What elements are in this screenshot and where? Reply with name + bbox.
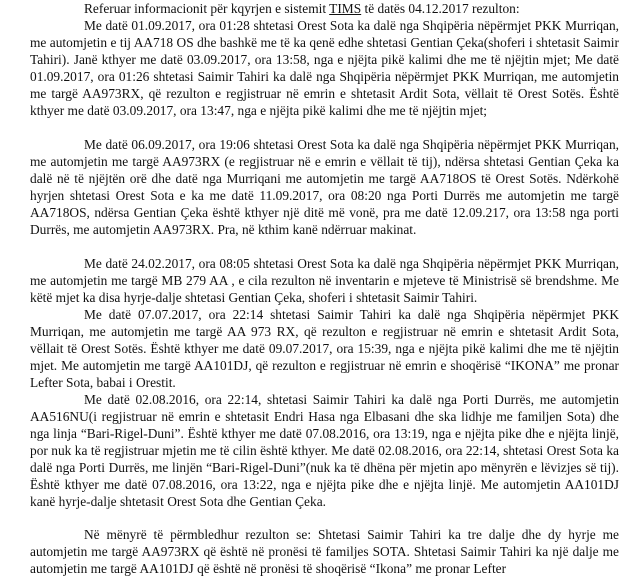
paragraph-4: Me datë 07.07.2017, ora 22:14 shtetasi Saimir Tahiri ka dalë nga Shqipëria nëpërmjet PKK Murriqan, me automjetin me targë AA 973 RX, që rezulton e regjistruar në emrin e shtetasit Ardit Sota, vëllait të Orest Sotës. Është kthyer me datë 09.07.2017, ora 15:39, nga e njëjta pikë kalimi dhe me të njëjtin mjet. Me automjetin me targë AA101DJ, që rezulton e regjistruar në emrin e shoqërisë “IKONA” me pronar Lefter Sota, babai i Orestit.	[30, 307, 619, 390]
paragraph-6: Në mënyrë të përmbledhur rezulton se: Shtetasi Saimir Tahiri ka tre dalje dhe dy hyrje me automjetin me targë AA973RX që është në pronësi të familjes SOTA. Shtetasi Saimir Tahiri ka një dalje me automjetin me targë AA101DJ që është në pronësi të shoqërisë “Ikona” me pronar Lefter	[30, 527, 619, 576]
text-segment: Referuar informacionit për kqyrjen e sistemit	[84, 1, 330, 16]
paragraph-3: Me datë 24.02.2017, ora 08:05 shtetasi Orest Sota ka dalë nga Shqipëria nëpërmjet PKK Murriqan, me automjetin me targë MB 279 AA , e cila rezulton në inventarin e mjeteve të Ministrisë së brendshme. Me këtë mjet ka disa hyrje-dalje shtetasi Gentian Çeka, shoferi i shtetasit Saimir Tahiri.	[30, 256, 619, 305]
text-segment: të datës 04.12.2017 rezulton:	[361, 1, 520, 16]
underlined-term: TIMS	[329, 1, 362, 16]
paragraph-1: Me datë 01.09.2017, ora 01:28 shtetasi Orest Sota ka dalë nga Shqipëria nëpërmjet PKK Murriqan, me automjetin e tij AA718 OS dhe bashkë me të ka qenë edhe shtetasi Gentian Çeka(shoferi i shtetasit Saimir Tahiri). Janë kthyer me datë 03.09.2017, ora 13:58, nga e njëjta pikë kalimi dhe me të njëjtin mjet; Me datë 01.09.2017, ora 01:26 shtetasi Saimir Tahiri ka dalë nga Shqipëria nëpërmjet PKK Murriqan, me automjetin me targë AA973RX, që rezulton e regjistruar në emrin e shtetasit Ardit Sota, vëllait të Orest Sotës. Është kthyer me datë 03.09.2017, ora 13:47, nga e njëjta pikë kalimi dhe me të njëjtin mjet;	[30, 18, 619, 118]
paragraph-5: Me datë 02.08.2016, ora 22:14, shtetasi Saimir Tahiri ka dalë nga Porti Durrës, me automjetin AA516NU(i regjistruar në emrin e shtetasit Endri Hasa nga Elbasani dhe ska lidhje me familjen Sota) dhe nga linja “Bari-Rigel-Duni”. Është kthyer me datë 07.08.2016, ora 13:19, nga e njëjta pike dhe e njëjta linjë, por nuk ka të regjistruar mjetin me të cilin është kthyer. Me datë 02.08.2016, ora 22:14, shtetasi Orest Sota ka dalë nga Porti Durrës, me linjën “Bari-Rigel-Duni”(nuk ka të dhëna për mjetin apo mënyrën e lëvizjes së tij). Është kthyer me datë 07.08.2016, ora 13:22, nga e njëjta pike dhe e njëjta linjë. Me automjetin AA101DJ kanë hyrje-dalje shtetasit Orest Sota dhe Gentian Çeka.	[30, 392, 619, 509]
paragraph-intro	[30, 0, 619, 17]
paragraph-2: Me datë 06.09.2017, ora 19:06 shtetasi Orest Sota ka dalë nga Shqipëria nëpërmjet PKK Murriqan, me automjetin me targë AA973RX (e regjistruar në e emrin e vëllait të tij), ndërsa shtetasi Gentian Çeka ka dalë në të njëjtën orë dhe datë nga Murriqani me automjetin me targë AA718OS të Orest Sotës. Ndërkohë hyrjen shtetasi Orest Sota e ka me datë 11.09.2017, ora 08:20 nga Porti Durrës me automjetin me targë AA718OS, ndërsa Gentian Çeka është kthyer një ditë më vonë, pra me datë 12.09.217, ora 13:58 nga porti Durrës, me automjetin AA973RX. Pra, në kthim kanë ndërruar makinat.	[30, 137, 619, 237]
